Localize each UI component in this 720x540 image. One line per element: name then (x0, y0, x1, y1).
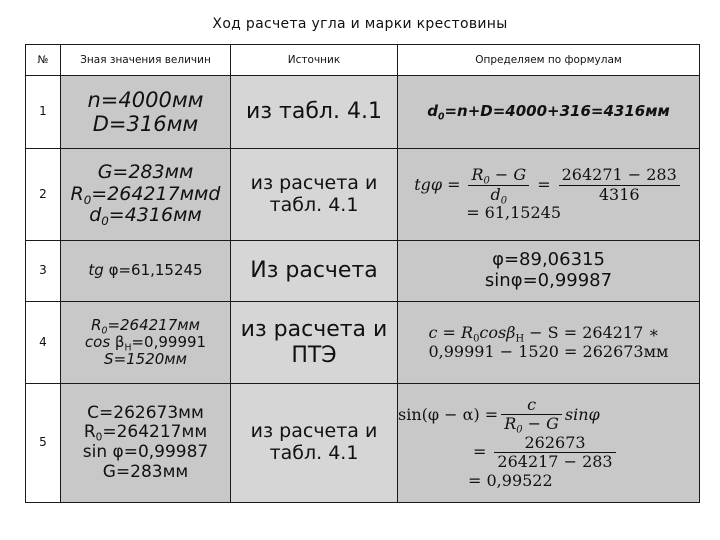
source-line: из расчета и (250, 171, 378, 194)
known-sub: 0 (83, 192, 92, 207)
known-value (61, 184, 230, 206)
formula-cell (398, 76, 700, 149)
fraction (501, 396, 562, 434)
sub-0: 0 (500, 195, 508, 207)
tg-formula (414, 165, 683, 207)
known-values (61, 241, 231, 302)
known-value: D=316мм (92, 112, 199, 136)
known-var: R (70, 182, 84, 205)
formula-part: − S = 264217 ∗ (524, 323, 660, 343)
known-sub: Н (124, 342, 132, 354)
formula-tail: sinφ (564, 404, 600, 424)
formula-lhs: sin(φ − α) = (398, 404, 499, 424)
formula-sub: 0 (473, 333, 480, 345)
known-value: G=283мм (102, 461, 189, 482)
known-values (61, 384, 231, 503)
known-value: sin φ=0,99987 (82, 442, 209, 462)
row-number: 1 (26, 76, 61, 149)
formula-sub: H (515, 333, 525, 345)
fraction-denominator (468, 184, 529, 207)
known-beta: β (114, 332, 125, 351)
source-cell (231, 384, 398, 503)
formula-eq: = (537, 175, 551, 195)
source-line: из расчета и (240, 317, 388, 343)
known-values (61, 302, 231, 384)
source-cell (231, 302, 398, 384)
sin-formula-step (398, 434, 619, 472)
formula-line: 0,99991 − 1520 = 262673мм (428, 341, 669, 361)
formula-part: c = R (428, 323, 474, 343)
header-num: № (26, 45, 61, 76)
known-sub: 0 (95, 432, 103, 445)
known-val: φ=61,15245 (103, 261, 203, 280)
var-d: d (490, 184, 501, 204)
table-header-row (26, 45, 700, 76)
source-line: из расчета и (250, 420, 378, 443)
fraction-numerator: 262673 (494, 434, 615, 453)
known-value: C=262673мм (87, 402, 204, 423)
known-tg: tg (88, 261, 104, 280)
known-val: =264217мм (102, 422, 208, 443)
formula-eq: = (447, 175, 461, 195)
formula-result: = 0,99522 (468, 470, 553, 490)
formula-rest: =n+D=4000+316=4316мм (444, 102, 670, 121)
sub-0: 0 (483, 175, 490, 187)
minus-g: − G (522, 414, 559, 434)
formula-line: φ=89,06315 (492, 249, 605, 271)
known-value (61, 423, 230, 443)
known-val: =264217ммd (91, 182, 221, 205)
known-values (61, 76, 231, 149)
fraction-denominator (501, 414, 562, 436)
sub-0: 0 (516, 424, 523, 436)
known-var: R (83, 422, 96, 443)
known-value: S=1520мм (104, 350, 187, 369)
header-formula: Определяем по формулам (398, 45, 700, 76)
minus-g: − G (489, 165, 527, 185)
fraction (559, 166, 680, 204)
var-r: R (471, 165, 484, 185)
row-number: 3 (26, 241, 61, 302)
formula-line (428, 323, 668, 345)
formula-eq: = (473, 442, 487, 462)
source-line: табл. 4.1 (269, 193, 359, 216)
fraction-numerator (468, 166, 529, 185)
source-cell: Из расчета (231, 241, 398, 302)
known-value: n=4000мм (87, 87, 204, 112)
fraction (494, 434, 615, 472)
row-number: 2 (26, 149, 61, 241)
formula-cell (398, 384, 700, 503)
var-r: R (504, 414, 517, 434)
known-value (61, 205, 230, 227)
header-known: Зная значения величин (61, 45, 231, 76)
table-row (26, 241, 700, 302)
known-values (61, 149, 231, 241)
source-cell (231, 149, 398, 241)
table-row (26, 384, 700, 503)
fraction-numerator: c (501, 396, 562, 415)
known-value (61, 317, 230, 334)
fraction-denominator: 264217 − 283 (497, 452, 613, 472)
table-row (26, 76, 700, 149)
formula-line: sinφ=0,99987 (484, 270, 613, 291)
formula-cell (398, 149, 700, 241)
formula-lhs: tgφ (414, 175, 443, 195)
fraction-numerator: 264271 − 283 (559, 166, 680, 185)
fraction (468, 165, 529, 207)
formula-cell (398, 241, 700, 302)
page-title: Ход расчета угла и марки крестовины (212, 16, 508, 32)
source-line: табл. 4.1 (269, 442, 359, 464)
known-var: R (91, 315, 102, 334)
known-value: G=283мм (97, 160, 194, 183)
sin-formula (398, 396, 600, 434)
header-source: Источник (231, 45, 398, 76)
known-sub: 0 (101, 324, 108, 336)
formula-sub: 0 (437, 111, 445, 123)
known-cos: cos (84, 332, 115, 351)
formula-d: d (427, 102, 438, 121)
fraction-denominator: 4316 (598, 184, 640, 204)
calculation-table (25, 44, 700, 503)
formula-result: = 61,15245 (466, 203, 562, 223)
table-row (26, 149, 700, 241)
row-number: 4 (26, 302, 61, 384)
formula-cell (398, 302, 700, 384)
known-sub: 0 (101, 214, 109, 229)
formula-part: cosβ (479, 323, 516, 343)
known-val: =264217мм (107, 315, 200, 334)
source-line: ПТЭ (291, 342, 337, 368)
known-value (61, 332, 230, 354)
known-val: =0,99991 (131, 332, 207, 351)
known-var: d (89, 204, 102, 227)
row-number: 5 (26, 384, 61, 503)
table-row (26, 302, 700, 384)
known-val: =4316мм (108, 204, 202, 227)
source-cell: из табл. 4.1 (231, 76, 398, 149)
